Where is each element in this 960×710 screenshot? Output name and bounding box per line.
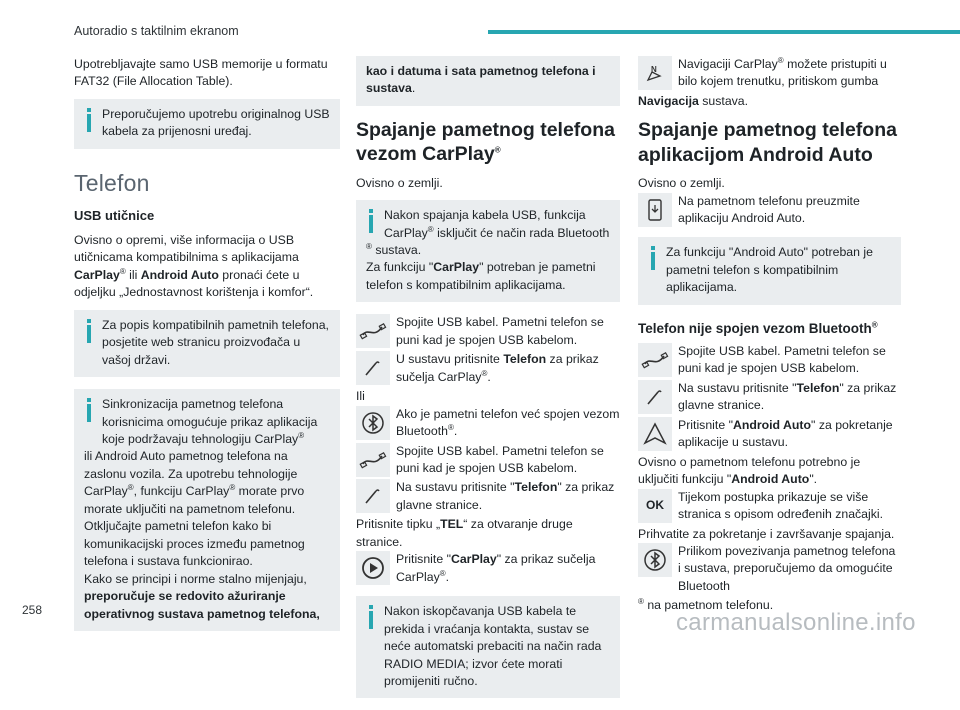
info-note-icon	[366, 605, 375, 629]
usb-cable-icon	[356, 314, 390, 348]
usb-format-paragraph: Upotrebljavajte samo USB memorije u formatu FAT32 (File Allocation Table).	[74, 57, 328, 89]
note-compatible-phones: Za popis kompatibilnih pametnih telefona, posjetite web stranicu proizvođača u vašoj državi.	[74, 310, 340, 377]
subsection-not-bluetooth: Telefon nije spojen vezom Bluetooth®	[638, 320, 878, 336]
info-note-icon	[366, 209, 375, 233]
country-dependent-text: Ovisno o zemlji.	[356, 175, 443, 190]
step-enable-bluetooth: Prilikom povezivanja pametnog telefona i sustava, preporučujemo da omogućite Bluetooth	[638, 543, 901, 595]
note-usb-disconnect: Nakon iskopčavanja USB kabela te prekida i vraćanja kontakta, sustav se neće automatski prebaciti na način rada RADIO MEDIA; izvor ćete morati promijeniti ručno.	[356, 596, 620, 698]
ok-button-icon: OK	[638, 489, 672, 523]
finger-press-icon	[356, 351, 390, 385]
country-dependent-text: Ovisno o zemlji.	[638, 176, 725, 191]
usb-cable-icon	[638, 343, 672, 377]
bluetooth-icon	[638, 543, 672, 577]
step-connect-usb-2: Spojite USB kabel. Pametni telefon se puni kad je spojen USB kabelom.	[356, 443, 620, 478]
finger-press-icon	[356, 479, 390, 513]
column-middle	[356, 56, 620, 710]
running-header-title: Autoradio s taktilnim ekranom	[74, 24, 239, 38]
android-auto-icon	[638, 417, 672, 451]
column-right: N Navigaciji CarPlay® možete pristupiti u bilo kojem trenutku, pritiskom gumba Navigacija sustava. Spajanje pametnog telefona aplikacijom Android Auto Ovisno o zemlji. Na pametnom telefonu preuzmite aplikaciju Android Auto. Za funkciju "Android Auto" potreban je pametni telefon s kompatibilnim aplikacijama. Telefon nije spojen vezom Bluetooth® Spojite USB kabel. Pametni telefon se puni kad je spojen USB kabelom. Na sustavu pritisnite "Telefon" za prikaz glavne stranice. Pritisnite "Android Auto" za pokretanje aplikacije u sustavu. Ovisno o pametnom telefonu potrebno je uključiti funkciju "Android Auto". OK Tijekom postupka prikazuje se više stranica s opisom određenih značajki. Prihvatite za pokretanje i završavanje spajanja. Prilikom povezivanja pametnog telefona i sustava, preporučujemo da omogućite Bluetooth ® na pametnom telefonu.	[638, 56, 901, 615]
usb-cable-icon	[356, 443, 390, 477]
watermark: carmanualsonline.info	[676, 609, 916, 636]
carplay-play-icon	[356, 551, 390, 585]
step-press-telefon: U sustavu pritisnite Telefon za prikaz sučelja CarPlay®.	[356, 351, 620, 386]
step-press-android-auto: Pritisnite "Android Auto" za pokretanje aplikacije u sustavu.	[638, 417, 901, 452]
smartphone-download-icon	[638, 193, 672, 227]
subsection-usb-sockets: USB utičnice	[74, 208, 155, 224]
usb-sockets-paragraph: Ovisno o opremi, više informacija o USB utičnicama kompatibilnima s aplikacijama CarPlay® ili Android Auto pronaći ćete u odjeljku „Jednostavnost korištenja i komfor“.	[74, 232, 314, 300]
note-android-auto-compat: Za funkciju "Android Auto" potreban je pametni telefon s kompatibilnim aplikacijama.	[638, 237, 901, 304]
step-press-carplay: Pritisnite "CarPlay" za prikaz sučelja CarPlay®.	[356, 551, 620, 586]
carplay-navigation-paragraph: N Navigaciji CarPlay® možete pristupiti u bilo kojem trenutku, pritiskom gumba	[638, 56, 901, 91]
step-connect-usb: Spojite USB kabel. Pametni telefon se puni kad je spojen USB kabelom.	[356, 314, 620, 349]
step-connect-usb-aa: Spojite USB kabel. Pametni telefon se puni kad je spojen USB kabelom.	[638, 343, 901, 378]
page-number: 258	[22, 603, 43, 617]
header-accent-rule	[488, 30, 960, 34]
step-press-telefon-2: Na sustavu pritisnite "Telefon" za prikaz glavne stranice.	[356, 479, 620, 514]
step-ok-pages: OK Tijekom postupka prikazuje se više stranica s opisom određenih značajki.	[638, 489, 901, 524]
navigation-arrow-icon	[638, 56, 672, 90]
svg-text:N: N	[651, 65, 657, 74]
tel-key-paragraph: Pritisnite tipku „TEL“ za otvaranje druge stranice.	[356, 517, 573, 549]
accept-paragraph: Prihvatite za pokretanje i završavanje spajanja.	[638, 526, 895, 541]
info-note-icon	[84, 319, 93, 343]
info-note-icon	[648, 246, 657, 270]
step-press-telefon-aa: Na sustavu pritisnite "Telefon" za prikaz glavne stranice.	[638, 380, 901, 415]
note-synchronization: Sinkronizacija pametnog telefona korisnicima omogućuje prikaz aplikacija koje podržavaju tehnologiju CarPlay® ili Android Auto pametnog telefona na zaslonu vozila. Za upotrebu tehnologije CarPlay®, funkciju CarPlay® morate prvo morate uključiti na pametnom telefonu. Otključajte pametni telefon kako bi komunikacijski proces između pametnog telefona i sustava funkcionirao. Kako se principi i norme stalno mijenjaju, preporučuje se redovito ažuriranje operativnog sustava pametnog telefona,	[74, 389, 340, 631]
info-note-icon	[84, 398, 93, 422]
section-title-carplay: Spajanje pametnog telefona vezom CarPlay®	[356, 118, 615, 166]
enable-android-auto-paragraph: Ovisno o pametnom telefonu potrebno je uključiti funkciju "Android Auto".	[638, 454, 861, 487]
section-title-android-auto: Spajanje pametnog telefona aplikacijom Android Auto	[638, 119, 897, 166]
step-download-app: Na pametnom telefonu preuzmite aplikaciju Android Auto.	[638, 193, 901, 228]
note-usb-cable: Preporučujemo upotrebu originalnog USB kabela za prijenosni uređaj.	[74, 99, 340, 149]
column-left	[74, 56, 340, 643]
finger-press-icon	[638, 380, 672, 414]
info-note-icon	[84, 108, 93, 132]
note-continued: kao i datuma i sata pametnog telefona i sustava.	[356, 56, 620, 106]
section-title-telefon: Telefon	[74, 169, 150, 196]
note-carplay-bluetooth: Nakon spajanja kabela USB, funkcija CarPlay® isključit će način rada Bluetooth ® sustava. Za funkciju "CarPlay" potreban je pametni telefon s kompatibilnim aplikacijama.	[356, 200, 620, 302]
step-bluetooth-connected: Ako je pametni telefon već spojen vezom Bluetooth®.	[356, 406, 620, 441]
bluetooth-icon	[356, 406, 390, 440]
or-label: Ili	[356, 389, 365, 404]
